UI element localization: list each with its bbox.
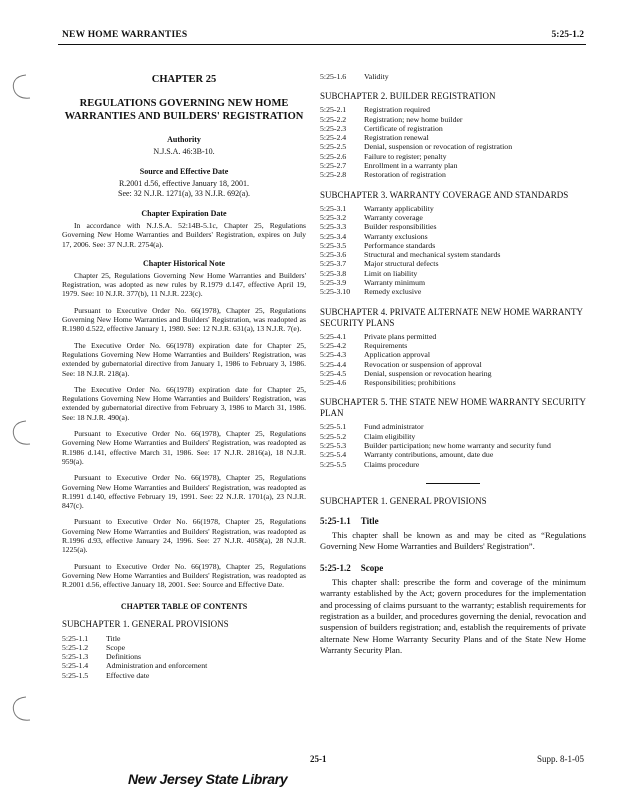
toc-entry-title: Requirements: [364, 340, 408, 350]
toc-entry-number: 5:25-2.1: [320, 105, 347, 115]
toc-entry-number: 5:25-5.3: [320, 441, 347, 451]
toc-entry-number: 5:25-3.5: [320, 240, 347, 250]
toc-entry-number: 5:25-2.8: [320, 170, 347, 180]
toc-entry: [320, 278, 586, 287]
toc-entry-number: 5:25-5.4: [320, 450, 347, 460]
toc-heading: CHAPTER TABLE OF CONTENTS: [120, 601, 248, 611]
toc-entry: [320, 332, 586, 341]
toc-entry: [62, 661, 306, 670]
library-watermark: New Jersey State Library: [128, 771, 288, 787]
toc-entry-title: Claim eligibility: [364, 431, 416, 441]
toc-entry-title: Registration; new home builder: [364, 114, 463, 124]
toc-entry-title: Effective date: [106, 670, 150, 680]
toc-entry-title: Builder participation; new home warranty and security fund: [364, 441, 551, 451]
toc-entry-title: Failure to register; penalty: [364, 151, 447, 161]
toc-entry: [320, 287, 586, 296]
toc-entry: [320, 213, 586, 222]
toc-entry: [320, 350, 586, 359]
toc-entry-title: Warranty coverage: [364, 212, 423, 222]
toc-entry-title: Warranty minimum: [364, 278, 426, 288]
punch-hole-middle: [8, 418, 34, 448]
toc-entry: [320, 222, 586, 231]
toc-list: [62, 634, 306, 680]
toc-entry-title: Revocation or suspension of approval: [364, 359, 482, 369]
toc-entry-title: Title: [106, 633, 121, 643]
header-rule: [58, 44, 586, 45]
toc-subchapter-heading: SUBCHAPTER 1. GENERAL PROVISIONS: [62, 618, 229, 629]
toc-entry-number: 5:25-3.10: [320, 287, 351, 297]
toc-entry-title: Remedy exclusive: [364, 287, 422, 297]
toc-entry-title: Registration required: [364, 105, 431, 115]
toc-entry-number: 5:25-2.6: [320, 151, 347, 161]
toc-entry-number: 5:25-5.1: [320, 422, 347, 432]
toc-entry-number: 5:25-4.1: [320, 331, 347, 341]
toc-entry: [320, 259, 586, 268]
toc-entry-title: Validity: [364, 72, 389, 81]
history-note: Pursuant to Executive Order No. 66(1978), Chapter 25, Regulations Governing New Home Warranties and Builders' Registration, was readopted as R.2001 d.56, effective January 18, 2001. See: Source and Effective Date.: [62, 561, 306, 590]
chapter-number: CHAPTER 25: [151, 74, 217, 85]
toc-entry: [320, 170, 586, 179]
toc-entry: [320, 250, 586, 259]
toc-entry-title: Major structural defects: [364, 259, 439, 269]
toc-entry: [320, 341, 586, 350]
body-subchapter-heading: SUBCHAPTER 1. GENERAL PROVISIONS: [320, 495, 487, 506]
toc-entry-number: 5:25-4.3: [320, 350, 347, 360]
toc-subchapter-heading: SUBCHAPTER 4. PRIVATE ALTERNATE NEW HOME WARRANTY SECURITY PLANS: [320, 306, 583, 328]
toc-entry-title: Restoration of registration: [364, 170, 446, 180]
punch-hole-bottom: [8, 694, 34, 724]
toc-entry-number: 5:25-3.3: [320, 222, 347, 232]
authority-heading: Authority: [167, 135, 201, 144]
toc-entry-number: 5:25-3.4: [320, 231, 347, 241]
toc-entry-title: Builder responsibilities: [364, 222, 437, 232]
toc-entry: [62, 634, 306, 643]
toc-entry-title: Administration and enforcement: [106, 661, 208, 671]
toc-entry-number: 5:25-4.6: [320, 378, 347, 388]
toc-entry-number: 5:25-4.2: [320, 340, 347, 350]
history-note: Chapter 25, Regulations Governing New Home Warranties and Builders' Registration, was adopted as new rules by R.1979 d.147, effective April 19, 1979. See: 10 N.J.R. 377(b), 11 N.J.R. 223(c).: [62, 270, 306, 299]
toc-entry-number: 5:25-2.2: [320, 114, 347, 124]
source-line: R.2001 d.56, effective January 18, 2001.: [118, 179, 250, 188]
toc-entry-number: 5:25-4.4: [320, 359, 347, 369]
toc-entry: [320, 460, 586, 469]
toc-entry-title: Warranty applicability: [364, 203, 434, 213]
toc-entry-title: Definitions: [106, 652, 142, 662]
right-column: [320, 72, 586, 657]
toc-entry-number: 5:25-5.5: [320, 459, 347, 469]
toc-entry-title: Responsibilities; prohibitions: [364, 378, 456, 388]
toc-entry: [320, 360, 586, 369]
toc-entry-title: Denial, suspension or revocation of registration: [364, 142, 513, 152]
source-heading: Source and Effective Date: [139, 167, 229, 176]
toc-entry-number: 5:25-2.7: [320, 161, 347, 171]
section-text: This chapter shall be known as and may be cited as “Regulations Governing New Home Warranties and Builders' Registration”.: [320, 529, 586, 552]
toc-entry: [62, 643, 306, 652]
toc-entry-number: 5:25-3.1: [320, 203, 347, 213]
left-column: [62, 66, 306, 680]
toc-entry: [320, 232, 586, 241]
running-header-title: NEW HOME WARRANTIES: [62, 30, 188, 40]
toc-entry: [320, 161, 586, 170]
toc-entry: [62, 671, 306, 680]
toc-entry-number: 5:25-1.4: [62, 661, 89, 671]
toc-entry-number: 5:25-2.5: [320, 142, 347, 152]
toc-entry-title: Warranty exclusions: [364, 231, 428, 241]
toc-entry-title: Scope: [106, 642, 126, 652]
toc-entry-number: 5:25-4.5: [320, 368, 347, 378]
section-heading: [320, 563, 586, 573]
history-note: Pursuant to Executive Order No. 66(1978), Chapter 25, Regulations Governing New Home Warranties and Builders' Registration, was readopted as R.1986 d.141, effective March 31, 1986. See: 17 N.J.R. 2816(a), 18 N.J.R. 959(a).: [62, 429, 306, 466]
section-heading: [320, 516, 586, 526]
toc-entry-title: Structural and mechanical system standards: [364, 250, 501, 260]
toc-entry-number: 5:25-1.3: [62, 652, 89, 662]
punch-hole-top: [8, 72, 34, 102]
toc-entry-title: Registration renewal: [364, 133, 429, 143]
toc-entry-title: Enrollment in a warranty plan: [364, 161, 458, 171]
toc-entry-number: 5:25-2.3: [320, 123, 347, 133]
toc-entry-title: Warranty contributions, amount, date due: [364, 450, 494, 460]
history-note: Pursuant to Executive Order No. 66(1978), Chapter 25, Regulations Governing New Home Warranties and Builders' Registration, was readopted as R.1991 d.140, effective February 19, 1991. See: 22 N.J.R. 1701(a), 23 N.J.R. 847(c).: [62, 473, 306, 511]
section-title: Scope: [360, 562, 384, 573]
expiration-heading: Chapter Expiration Date: [141, 209, 227, 218]
supplement-date: Supp. 8-1-05: [537, 754, 584, 764]
toc-entry-number: 5:25-3.2: [320, 212, 347, 222]
toc-entry-title: Certificate of registration: [364, 123, 443, 133]
toc-subchapter-heading: SUBCHAPTER 2. BUILDER REGISTRATION: [320, 91, 496, 102]
history-note: The Executive Order No. 66(1978) expiration date for Chapter 25, Regulations Governing New Home Warranties and Builders' Registration, was extended by gubernatorial directive from February 3, 1986 to March 31, 1986. See: 18 N.J.R. 490(a).: [62, 384, 306, 422]
history-note: Pursuant to Executive Order No. 66(1978, Chapter 25, Regulations Governing New Home Warranties and Builders' Registration, was readopted as R.1996 d.93, effective January 24, 1996. See: 27 N.J.R. 4058(a), 28 N.J.R. 1225(a).: [62, 517, 306, 555]
toc-entry-number: 5:25-3.8: [320, 268, 347, 278]
toc-entry: [320, 441, 586, 450]
toc-entry: [320, 72, 586, 81]
toc-entry-number: 5:25-2.4: [320, 133, 347, 143]
toc-entry: [320, 269, 586, 278]
toc-entry: [320, 142, 586, 151]
toc-entry-number: 5:25-1.5: [62, 670, 89, 680]
toc-entry: [320, 133, 586, 142]
toc-entry: [320, 241, 586, 250]
toc-entry: [320, 450, 586, 459]
toc-entry-number: 5:25-3.7: [320, 259, 347, 269]
toc-entry: [62, 652, 306, 661]
toc-entry: [320, 422, 586, 431]
toc-entry-number: 5:25-3.9: [320, 278, 347, 288]
section-number: 5:25-1.1: [320, 515, 351, 526]
section-number: 5:25-1.2: [320, 562, 351, 573]
history-note: Pursuant to Executive Order No. 66(1978), Chapter 25, Regulations Governing New Home Warranties and Builders' Registration, was readopted as R.1980 d.522, effective January 1, 1980. See: 12 N.J.R. 631(a), 13 N.J.R. 7(e).: [62, 305, 306, 334]
toc-entry: [320, 432, 586, 441]
toc-entry: [320, 105, 586, 114]
toc-entry: [320, 204, 586, 213]
toc-entry-number: 5:25-3.6: [320, 250, 347, 260]
toc-entry-number: 5:25-1.6: [320, 72, 347, 81]
toc-entry-title: Claims procedure: [364, 459, 420, 469]
toc-entry-title: Fund administrator: [364, 422, 424, 432]
toc-subchapter-heading: SUBCHAPTER 5. THE STATE NEW HOME WARRANTY SECURITY PLAN: [320, 397, 586, 419]
toc-entry-number: 5:25-5.2: [320, 431, 347, 441]
section-divider: [426, 483, 480, 484]
history-note: The Executive Order No. 66(1978) expiration date for Chapter 25, Regulations Governing New Home Warranties and Builders' Registration, was extended by gubernatorial directive from January 1, 1986 to February 3, 1986. See: 18 N.J.R. 218(a).: [62, 340, 306, 378]
history-heading: Chapter Historical Note: [142, 258, 226, 268]
toc-entry-title: Performance standards: [364, 240, 436, 250]
toc-entry-title: Denial, suspension or revocation hearing: [364, 368, 492, 378]
toc-entry: [320, 369, 586, 378]
section-title: Title: [360, 515, 379, 526]
section-text: This chapter shall: prescribe the form and coverage of the minimum warranty established by the Act; govern procedures for the implementation and processing of claims pursuant to the warranty; establish requirements for registration as a builder, and procedures governing the denial, revocation and suspension of builders registration; and, establish the requirements of private alternate New Home Warranty Security Plans and of the State New Home Warranty Security Plan.: [320, 576, 586, 656]
toc-entry-number: 5:25-1.1: [62, 633, 89, 643]
toc-entry: [320, 115, 586, 124]
authority-text: N.J.S.A. 46:3B-10.: [153, 147, 215, 156]
toc-entry: [320, 152, 586, 161]
toc-entry: [320, 124, 586, 133]
toc-entry-title: Limit on liability: [364, 268, 418, 278]
toc-entry-number: 5:25-1.2: [62, 642, 89, 652]
chapter-title: REGULATIONS GOVERNING NEW HOME WARRANTIES AND BUILDERS' REGISTRATION: [64, 98, 304, 122]
expiration-text: In accordance with N.J.S.A. 52:14B-5.1c, Chapter 25, Regulations Governing New Home Warranties and Builders' Registration, expires on July 17, 2006. See: 37 N.J.R. 2754(a).: [62, 221, 306, 249]
toc-entry: [320, 378, 586, 387]
source-line: See: 32 N.J.R. 1271(a), 33 N.J.R. 692(a).: [118, 189, 250, 198]
toc-subchapter-heading: SUBCHAPTER 3. WARRANTY COVERAGE AND STANDARDS: [320, 189, 569, 200]
running-header-section: 5:25-1.2: [551, 30, 584, 40]
page-number: 25-1: [310, 754, 327, 764]
toc-entry-title: Application approval: [364, 350, 431, 360]
toc-entry-title: Private plans permitted: [364, 331, 437, 341]
